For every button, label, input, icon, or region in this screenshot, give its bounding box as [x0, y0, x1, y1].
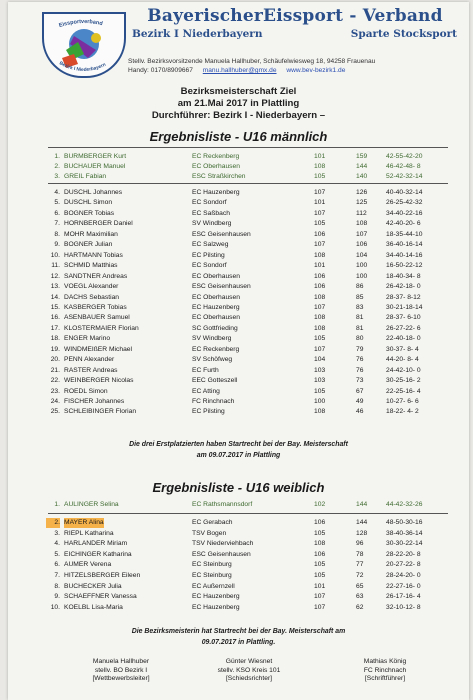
result-rank: 10. [50, 603, 60, 611]
result-name: ROEDL Simon [64, 387, 108, 395]
result-row [46, 313, 446, 323]
result-name: ASENBAUER Samuel [64, 314, 130, 322]
result-value-1: 105 [314, 173, 326, 180]
contact-line [128, 67, 468, 74]
result-round-scores: 36-40-16-14 [386, 241, 423, 249]
result-points: 106 [356, 241, 368, 249]
result-row [46, 518, 446, 528]
result-value-1: 108 [314, 324, 326, 332]
result-name: RASTER Andreas [64, 366, 118, 374]
result-name: KLOSTERMAIER Florian [64, 324, 139, 332]
result-row [46, 592, 446, 602]
result-round-scores: 52-42-32-14 [386, 173, 423, 180]
result-rank: 3. [54, 173, 60, 180]
result-rank: 2. [54, 163, 60, 170]
result-value-1: 108 [314, 408, 326, 416]
result-club: EC Reckenberg [192, 153, 240, 160]
result-name: AUMER Verena [64, 561, 112, 569]
result-row [46, 407, 446, 417]
result-club: SV Windberg [192, 335, 232, 343]
result-rank: 1. [54, 501, 60, 508]
result-points: 100 [356, 272, 368, 280]
result-rank: 1. [54, 153, 60, 160]
result-name: VOEGL Alexander [64, 283, 119, 291]
result-rank: 4. [54, 540, 60, 548]
result-row [46, 324, 446, 334]
result-points: 78 [356, 550, 364, 558]
result-row [46, 230, 446, 240]
result-value-1: 105 [314, 529, 326, 537]
result-points: 81 [356, 324, 364, 332]
result-name: SCHLEIBINGER Florian [64, 408, 137, 416]
result-value-1: 108 [314, 293, 326, 301]
result-name: KASBERGER Tobias [64, 303, 127, 311]
result-points: 112 [356, 209, 367, 217]
result-round-scores: 32-10-12- 8 [386, 603, 421, 611]
result-name: MAYER Alina [64, 519, 104, 526]
result-points: 62 [356, 603, 364, 611]
result-value-1: 108 [314, 251, 326, 259]
result-points: 144 [356, 519, 368, 526]
result-name: GREIL Fabian [64, 173, 107, 180]
result-row [46, 345, 446, 355]
male-top-divider [48, 147, 448, 148]
result-value-1: 107 [314, 241, 326, 249]
result-rank: 25. [50, 408, 60, 416]
result-round-scores: 48-50-30-16 [386, 519, 423, 526]
result-value-1: 107 [314, 303, 326, 311]
result-row [46, 582, 446, 592]
result-name: BUCHAUER Manuel [64, 163, 126, 170]
result-round-scores: 28-37- 6-10 [386, 314, 421, 322]
result-value-1: 105 [314, 220, 326, 228]
male-results-title: Ergebnisliste - U16 männlich [149, 129, 328, 144]
result-points: 49 [356, 398, 364, 405]
result-name: ENGER Marino [64, 335, 111, 343]
result-points: 76 [356, 356, 364, 364]
result-round-scores: 30-21-18-14 [386, 303, 423, 311]
result-row [46, 376, 446, 386]
result-value-1: 106 [314, 550, 326, 558]
result-row [46, 529, 446, 539]
result-name: HARLANDER Miriam [64, 540, 128, 548]
result-row [46, 334, 446, 344]
result-row [46, 387, 446, 397]
result-name: MOHR Maximilian [64, 230, 118, 238]
result-value-1: 103 [314, 366, 326, 374]
result-rank: 8. [54, 230, 60, 238]
result-row [46, 366, 446, 376]
signature-name: Manuela Hallhuber [92, 658, 150, 665]
result-points: 67 [356, 387, 364, 395]
result-club: ESC Straßkirchen [192, 173, 246, 180]
result-row [46, 240, 446, 250]
result-club: SV Schöfweg [192, 356, 233, 364]
result-round-scores: 34-40-22-16 [386, 209, 423, 217]
result-value-1: 105 [314, 572, 326, 579]
result-points: 126 [356, 189, 368, 196]
result-row [46, 272, 446, 282]
result-points: 107 [356, 230, 368, 238]
signature-title: [Schiedsrichter] [225, 675, 273, 682]
result-name: RIEPL Katharina [64, 529, 114, 537]
result-name: FISCHER Johannes [64, 398, 125, 405]
result-row [46, 500, 446, 510]
result-points: 144 [356, 501, 368, 508]
result-name: WEINBERGER Nicolas [64, 377, 134, 385]
result-club: EC Oberhausen [192, 314, 240, 322]
result-name: SCHAEFFNER Vanessa [64, 593, 137, 601]
result-rank: 10. [50, 251, 60, 259]
result-value-1: 106 [314, 283, 326, 291]
result-value-1: 107 [314, 189, 326, 196]
result-value-1: 102 [314, 501, 326, 508]
result-value-1: 101 [314, 199, 326, 207]
result-name: SANDTNER Andreas [64, 272, 128, 280]
org-title: BayerischerEissport - Verband [147, 6, 443, 26]
result-row [46, 219, 446, 229]
result-round-scores: 22-27-16- 0 [386, 582, 421, 590]
result-club: EC Pilsting [192, 408, 225, 416]
result-row [46, 293, 446, 303]
result-value-1: 105 [314, 387, 326, 395]
result-value-1: 101 [314, 582, 326, 590]
event-organizer: Durchführer: Bezirk I - Niederbayern – [151, 110, 326, 121]
result-name: PENN Alexander [64, 356, 115, 364]
result-rank: 18. [50, 335, 60, 343]
result-rank: 8. [54, 582, 60, 590]
male-qualification-note: Die drei Erstplatzierten haben Startrecht bei der Bay. Meisterschaft [129, 441, 348, 448]
event-title: Bezirksmeisterschaft Ziel [180, 86, 297, 97]
result-club: EC Hauzenberg [192, 603, 240, 611]
result-rank: 7. [54, 220, 60, 228]
result-club: FC Rinchnach [192, 398, 235, 405]
result-row [46, 261, 446, 271]
signature-name: Günter Wiesnet [225, 658, 273, 665]
result-round-scores: 18-22- 4- 2 [386, 408, 419, 416]
result-row [46, 251, 446, 261]
result-club: ESC Geisenhausen [192, 283, 251, 291]
result-club: EC Hauzenberg [192, 303, 240, 311]
result-row [46, 152, 446, 162]
result-name: EICHINGER Katharina [64, 550, 132, 558]
result-club: TSV Bogen [192, 529, 227, 537]
result-value-1: 108 [314, 163, 326, 170]
result-rank: 12. [50, 272, 60, 280]
result-name: BOGNER Julian [64, 241, 113, 249]
result-points: 140 [356, 173, 368, 180]
result-round-scores: 42-40-20- 6 [386, 220, 421, 228]
result-round-scores: 44-42-32-26 [386, 501, 423, 508]
result-rank: 20. [50, 356, 60, 364]
result-rank: 23. [50, 387, 60, 395]
logo-top-text: Eissportverband [58, 18, 104, 29]
female-list-divider [48, 513, 448, 514]
result-value-1: 108 [314, 314, 326, 322]
result-points: 65 [356, 582, 364, 590]
signature-title: [Wettbewerbsleiter] [92, 675, 150, 682]
result-row [46, 282, 446, 292]
result-rank: 9. [54, 241, 60, 249]
result-row [46, 209, 446, 219]
result-round-scores: 30-25-16- 2 [386, 377, 421, 385]
result-round-scores: 10-27- 6- 6 [386, 398, 419, 405]
result-name: KOELBL Lisa-Maria [64, 603, 123, 611]
result-round-scores: 28-22-20- 8 [386, 550, 421, 558]
result-round-scores: 34-40-14-16 [386, 251, 423, 259]
result-row [46, 303, 446, 313]
result-club: EC Oberhausen [192, 272, 240, 280]
result-club: EC Saßbach [192, 209, 230, 217]
signature-role: stellv. BO Bezirk I [94, 666, 148, 674]
result-rank: 17. [50, 324, 60, 332]
result-club: EC Pilsting [192, 251, 225, 259]
male-qualification-date: am 09.07.2017 in Plattling [196, 452, 281, 459]
result-name: HORNBERGER Daniel [64, 220, 133, 228]
result-club: EEC Gotteszell [192, 377, 238, 385]
result-round-scores: 26-25-42-32 [386, 199, 423, 207]
result-row [46, 172, 446, 182]
signature-role: FC Rinchnach [363, 666, 407, 674]
contact-website-link[interactable]: www.bev-bezirk1.de [286, 67, 346, 74]
result-row [46, 188, 446, 198]
event-date: am 21.Mai 2017 in Plattling [177, 98, 300, 109]
male-list-divider [48, 183, 448, 184]
result-name: AULINGER Selina [64, 501, 119, 508]
signature-role: stellv. KSO Kreis 101 [217, 666, 281, 674]
org-bezirk: Bezirk I Niederbayern [132, 28, 263, 40]
female-qualification-date: 09.07.2017 in Plattling. [201, 639, 276, 646]
result-round-scores: 22-40-18- 0 [386, 335, 421, 343]
result-round-scores: 28-24-20- 0 [386, 572, 421, 579]
result-club: EC Steinburg [192, 561, 232, 569]
result-points: 104 [356, 251, 368, 259]
result-round-scores: 20-27-22- 8 [386, 561, 421, 569]
result-rank: 14. [50, 293, 60, 301]
result-rank: 2. [46, 518, 60, 528]
result-round-scores: 16-50-22-12 [386, 262, 423, 270]
result-points: 79 [356, 345, 364, 353]
result-points: 73 [356, 377, 364, 385]
result-rank: 15. [50, 303, 60, 311]
result-round-scores: 26-27-22- 6 [386, 324, 421, 332]
contact-email-link[interactable]: manu.hallhuber@gmx.de [202, 67, 277, 74]
result-points: 80 [356, 335, 364, 343]
result-club: EC Gerabach [192, 519, 233, 526]
result-rank: 16. [50, 314, 60, 322]
contact-address: Stellv. Bezirksvorsitzende Manuela Hallhuber, Schäufelwiesweg 18, 94258 Frauenau [128, 58, 376, 65]
result-row [46, 550, 446, 560]
result-row [46, 603, 446, 613]
result-rank: 11. [51, 262, 60, 270]
result-points: 108 [356, 220, 368, 228]
result-points: 72 [356, 572, 364, 579]
result-club: EC Oberhausen [192, 163, 240, 170]
result-name: HITZELSBERGER Eileen [64, 572, 141, 579]
result-points: 85 [356, 293, 364, 301]
female-qualification-note: Die Bezirksmeisterin hat Startrecht bei der Bay. Meisterschaft am [131, 628, 346, 635]
result-name: BURMBERGER Kurt [64, 153, 127, 160]
svg-text:Eissportverband [58, 19, 103, 29]
results-document [8, 2, 469, 700]
result-rank: 22. [50, 377, 60, 385]
logo-bottom-text: Bezirk I Niederbayern [58, 61, 107, 74]
result-club: EC Rathsmannsdorf [192, 501, 253, 508]
result-club: EC Atting [192, 387, 220, 395]
signature-block-3 [330, 658, 440, 684]
result-round-scores: 42-55-42-20 [386, 153, 423, 160]
result-value-1: 106 [314, 272, 326, 280]
result-points: 77 [356, 561, 364, 569]
result-points: 81 [356, 314, 364, 322]
result-name: HARTMANN Tobias [64, 251, 123, 259]
org-sparte: Sparte Stocksport [350, 28, 457, 40]
result-round-scores: 30-30-22-14 [386, 540, 423, 548]
result-value-1: 106 [314, 230, 326, 238]
result-name: SCHMID Matthias [64, 262, 118, 270]
result-rank: 4. [54, 189, 60, 196]
result-row [46, 162, 446, 172]
result-club: SC Gottfrieding [192, 324, 238, 332]
signature-block-1 [66, 658, 176, 684]
signature-name: Mathias König [363, 658, 407, 665]
result-rank: 19. [50, 345, 60, 353]
female-results-title: Ergebnisliste - U16 weiblich [152, 480, 325, 495]
result-club: EC Außernzell [192, 582, 235, 590]
result-row [46, 571, 446, 581]
result-round-scores: 26-42-18- 0 [386, 283, 421, 291]
result-name: DUSCHL Simon [64, 199, 113, 207]
result-round-scores: 28-37- 8-12 [386, 293, 421, 301]
result-points: 159 [356, 153, 368, 160]
result-rank: 24. [50, 398, 60, 405]
result-points: 125 [356, 199, 368, 207]
result-row [46, 198, 446, 208]
result-value-1: 107 [314, 345, 326, 353]
result-points: 83 [356, 303, 364, 311]
result-rank: 13. [50, 283, 60, 291]
result-rank: 6. [54, 561, 60, 569]
result-row [46, 539, 446, 549]
result-points: 96 [356, 540, 364, 548]
result-club: EC Sondorf [192, 199, 227, 207]
result-rank: 9. [54, 593, 60, 601]
result-round-scores: 26-17-16- 4 [386, 593, 421, 601]
result-name: BOGNER Tobias [64, 209, 115, 217]
result-club: ESC Geisenhausen [192, 550, 251, 558]
result-name: BUCHECKER Julia [64, 582, 122, 590]
result-round-scores: 30-37- 8- 4 [386, 345, 419, 353]
result-value-1: 103 [314, 377, 326, 385]
result-round-scores: 44-20- 8- 4 [386, 356, 419, 364]
result-value-1: 106 [314, 519, 326, 526]
result-value-1: 101 [314, 262, 326, 270]
federation-logo [42, 12, 126, 78]
result-round-scores: 40-40-32-14 [386, 189, 423, 196]
result-round-scores: 18-35-44-10 [386, 230, 423, 238]
signature-block-2 [194, 658, 304, 684]
result-round-scores: 24-42-10- 0 [386, 366, 421, 374]
result-club: EC Steinburg [192, 572, 232, 579]
result-points: 63 [356, 593, 364, 601]
result-row [46, 397, 446, 407]
result-points: 100 [356, 262, 368, 270]
result-round-scores: 22-25-16- 4 [386, 387, 421, 395]
contact-phone: Handy: 0170/8909667 [128, 67, 193, 74]
signature-title: [Schriftführer] [364, 675, 406, 682]
result-club: EC Oberhausen [192, 293, 240, 301]
result-value-1: 101 [314, 153, 326, 160]
result-club: EC Hauzenberg [192, 593, 240, 601]
result-points: 144 [356, 163, 368, 170]
result-value-1: 107 [314, 209, 326, 217]
result-value-1: 107 [314, 593, 326, 601]
result-club: SV Windberg [192, 220, 232, 228]
result-club: ESC Geisenhausen [192, 230, 251, 238]
result-value-1: 107 [314, 603, 326, 611]
result-club: EC Sondorf [192, 262, 227, 270]
result-points: 128 [356, 529, 368, 537]
result-club: EC Reckenberg [192, 345, 240, 353]
result-round-scores: 46-42-48- 8 [386, 163, 421, 170]
result-club: TSV Niederviehbach [192, 540, 254, 548]
result-round-scores: 38-40-36-14 [386, 529, 423, 537]
result-rank: 6. [54, 209, 60, 217]
result-value-1: 104 [314, 356, 326, 364]
result-rank: 3. [54, 529, 60, 537]
result-name: DACHS Sebastian [64, 293, 120, 301]
result-rank: 7. [54, 572, 60, 579]
result-rank: 5. [54, 550, 60, 558]
result-rank: 5. [54, 199, 60, 207]
result-row [46, 355, 446, 365]
result-rank: 21. [50, 366, 60, 374]
result-points: 46 [356, 408, 364, 416]
result-value-1: 105 [314, 561, 326, 569]
result-points: 86 [356, 283, 364, 291]
result-value-1: 108 [314, 540, 326, 548]
result-club: EC Furth [192, 366, 219, 374]
result-name: WINDMEIßER Michael [64, 345, 132, 353]
result-club: EC Hauzenberg [192, 189, 240, 196]
result-value-1: 100 [314, 398, 326, 405]
result-points: 76 [356, 366, 364, 374]
result-value-1: 105 [314, 335, 326, 343]
result-round-scores: 18-40-34- 8 [386, 272, 421, 280]
result-name: DUSCHL Johannes [64, 189, 123, 196]
result-row [46, 560, 446, 570]
result-club: EC Salzweg [192, 241, 229, 249]
